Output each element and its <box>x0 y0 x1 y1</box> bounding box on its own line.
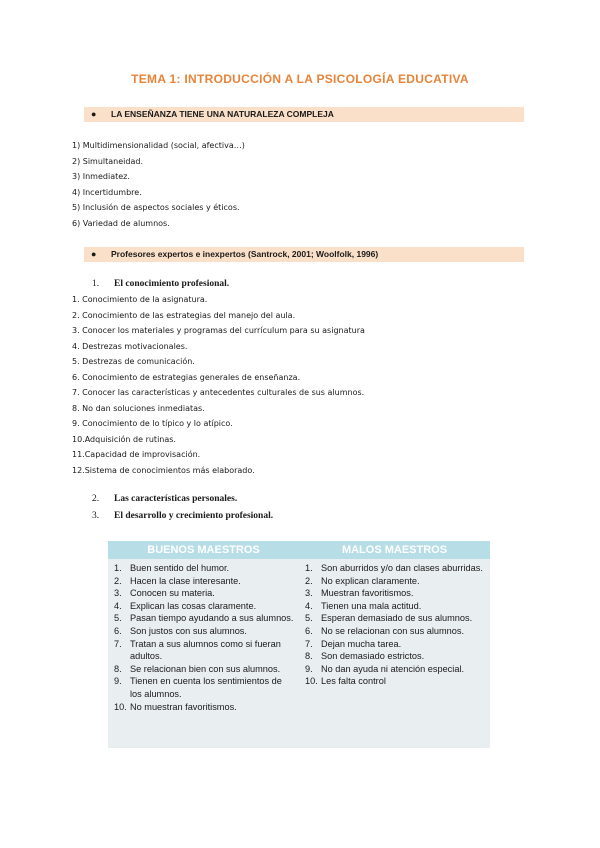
item-text: Tratan a sus alumnos como si fueran adultos. <box>130 638 281 662</box>
item-number: 4. <box>305 600 313 611</box>
item-text: Pasan tiempo ayudando a sus alumnos. <box>130 613 294 624</box>
list-item <box>114 663 294 676</box>
subheading-number: 1. <box>92 279 100 289</box>
list-item: 4. Destrezas motivacionales. <box>72 341 188 351</box>
list-item <box>114 625 294 638</box>
item-text: Tienen una mala actitud. <box>321 600 422 611</box>
list-item <box>305 600 490 613</box>
item-text: Son demasiado estrictos. <box>321 651 425 662</box>
item-text: Les falta control <box>321 676 386 687</box>
list-item <box>114 575 294 588</box>
list-item: 10.Adquisición de rutinas. <box>72 434 176 444</box>
subheading-label: El conocimiento profesional. <box>114 279 230 289</box>
section-heading-text: Profesores expertos e inexpertos (Santrock, 2001; Woolfolk, 1996) <box>111 249 379 259</box>
item-text: Tienen en cuenta los sentimientos de los alumnos. <box>130 676 282 699</box>
list-item: 6. Conocimiento de estrategias generales de enseñanza. <box>72 372 301 382</box>
list-item: 5. Destrezas de comunicación. <box>72 357 195 366</box>
list-item <box>305 638 490 651</box>
item-number: 7. <box>114 638 122 649</box>
item-text: Son aburridos y/o dan clases aburridas. <box>321 563 483 573</box>
item-number: 9. <box>305 663 313 674</box>
list-item: 9. Conocimiento de lo típico y lo atípico. <box>72 419 233 428</box>
item-number: 9. <box>114 676 122 687</box>
list-item <box>114 600 294 613</box>
item-number: 5. <box>114 613 122 624</box>
list-item: 11.Capacidad de improvisación. <box>72 450 201 459</box>
bullet-icon: ● <box>91 109 97 119</box>
section-heading-text: LA ENSEÑANZA TIENE UNA NATURALEZA COMPLEJA <box>111 109 334 119</box>
list-item <box>305 650 490 663</box>
item-number: 6. <box>305 625 313 636</box>
list-item <box>305 675 490 688</box>
list-item: 8. No dan soluciones inmediatas. <box>72 403 205 413</box>
list-item <box>305 562 490 575</box>
item-text: Esperan demasiado de sus alumnos. <box>321 613 473 624</box>
list-item: 12.Sistema de conocimientos más elaborado. <box>72 465 255 475</box>
item-number: 8. <box>114 663 122 674</box>
bad-teachers-list <box>305 562 490 688</box>
subheading-caracteristicas <box>92 494 237 504</box>
list-item <box>305 625 490 638</box>
list-item <box>114 562 294 575</box>
item-text: Muestran favoritismos. <box>321 588 414 599</box>
subheading-number: 3. <box>92 511 100 521</box>
subheading-number: 2. <box>92 494 100 504</box>
list-item: 1. Conocimiento de la asignatura. <box>72 295 208 304</box>
list-item <box>114 638 294 663</box>
item-number: 1. <box>114 563 122 573</box>
list-item: 1) Multidimensionalidad (social, afectiva…) <box>72 141 245 150</box>
good-teachers-list <box>114 562 294 713</box>
item-number: 3. <box>305 588 313 599</box>
list-item <box>114 612 294 625</box>
list-item <box>305 587 490 600</box>
section-heading-ensenanza <box>84 107 524 122</box>
document-title: TEMA 1: INTRODUCCIÓN A LA PSICOLOGÍA EDUCATIVA <box>131 72 469 86</box>
knowledge-list <box>72 292 365 478</box>
complexity-list <box>72 138 245 231</box>
bad-teachers-header: MALOS MAESTROS <box>341 544 448 556</box>
item-number: 3. <box>114 588 122 599</box>
list-item: 2) Simultaneidad. <box>72 156 143 166</box>
list-item <box>305 575 490 588</box>
item-number: 1. <box>305 563 313 573</box>
list-item: 7. Conocer las características y antecedentes culturales de sus alumnos. <box>72 388 365 397</box>
good-teachers-header: BUENOS MAESTROS <box>147 544 260 556</box>
list-item: 4) Incertidumbre. <box>72 187 142 197</box>
list-item <box>114 675 294 700</box>
item-text: No explican claramente. <box>321 575 420 586</box>
list-item <box>305 663 490 676</box>
list-item: 3. Conocer los materiales y programas del currículum para su asignatura <box>72 326 365 335</box>
teachers-comparison-table <box>108 541 490 748</box>
item-text: Buen sentido del humor. <box>130 563 230 573</box>
list-item <box>305 612 490 625</box>
list-item: 6) Variedad de alumnos. <box>72 218 170 228</box>
item-number: 6. <box>114 625 122 636</box>
subheading-label: El desarrollo y crecimiento profesional. <box>114 511 274 521</box>
item-text: Se relacionan bien con sus alumnos. <box>130 663 281 674</box>
item-text: Dejan mucha tarea. <box>321 638 402 649</box>
list-item: 3) Inmediatez. <box>72 172 130 181</box>
item-text: Explican las cosas claramente. <box>130 600 257 611</box>
item-number: 10. <box>305 676 318 687</box>
item-text: Conocen su materia. <box>130 588 215 599</box>
item-number: 2. <box>114 575 122 586</box>
subheading-desarrollo <box>92 511 273 521</box>
list-item: 2. Conocimiento de las estrategias del manejo del aula. <box>72 310 296 320</box>
bullet-icon: ● <box>91 249 97 259</box>
item-text: No muestran favoritismos. <box>130 701 237 712</box>
section-heading-profesores <box>84 247 524 262</box>
item-text: No dan ayuda ni atención especial. <box>321 663 465 674</box>
item-text: No se relacionan con sus alumnos. <box>321 625 464 636</box>
list-item <box>114 701 294 714</box>
item-number: 7. <box>305 638 313 649</box>
item-number: 4. <box>114 600 122 611</box>
list-item <box>114 587 294 600</box>
item-text: Hacen la clase interesante. <box>130 575 241 586</box>
item-text: Son justos con sus alumnos. <box>130 625 247 636</box>
subheading-conocimiento <box>92 279 229 289</box>
list-item: 5) Inclusión de aspectos sociales y éticos. <box>72 203 240 212</box>
table-header <box>108 541 490 559</box>
subheading-label: Las características personales. <box>114 494 238 504</box>
item-number: 10. <box>114 701 127 712</box>
item-number: 8. <box>305 651 313 662</box>
item-number: 2. <box>305 575 313 586</box>
item-number: 5. <box>305 613 313 624</box>
